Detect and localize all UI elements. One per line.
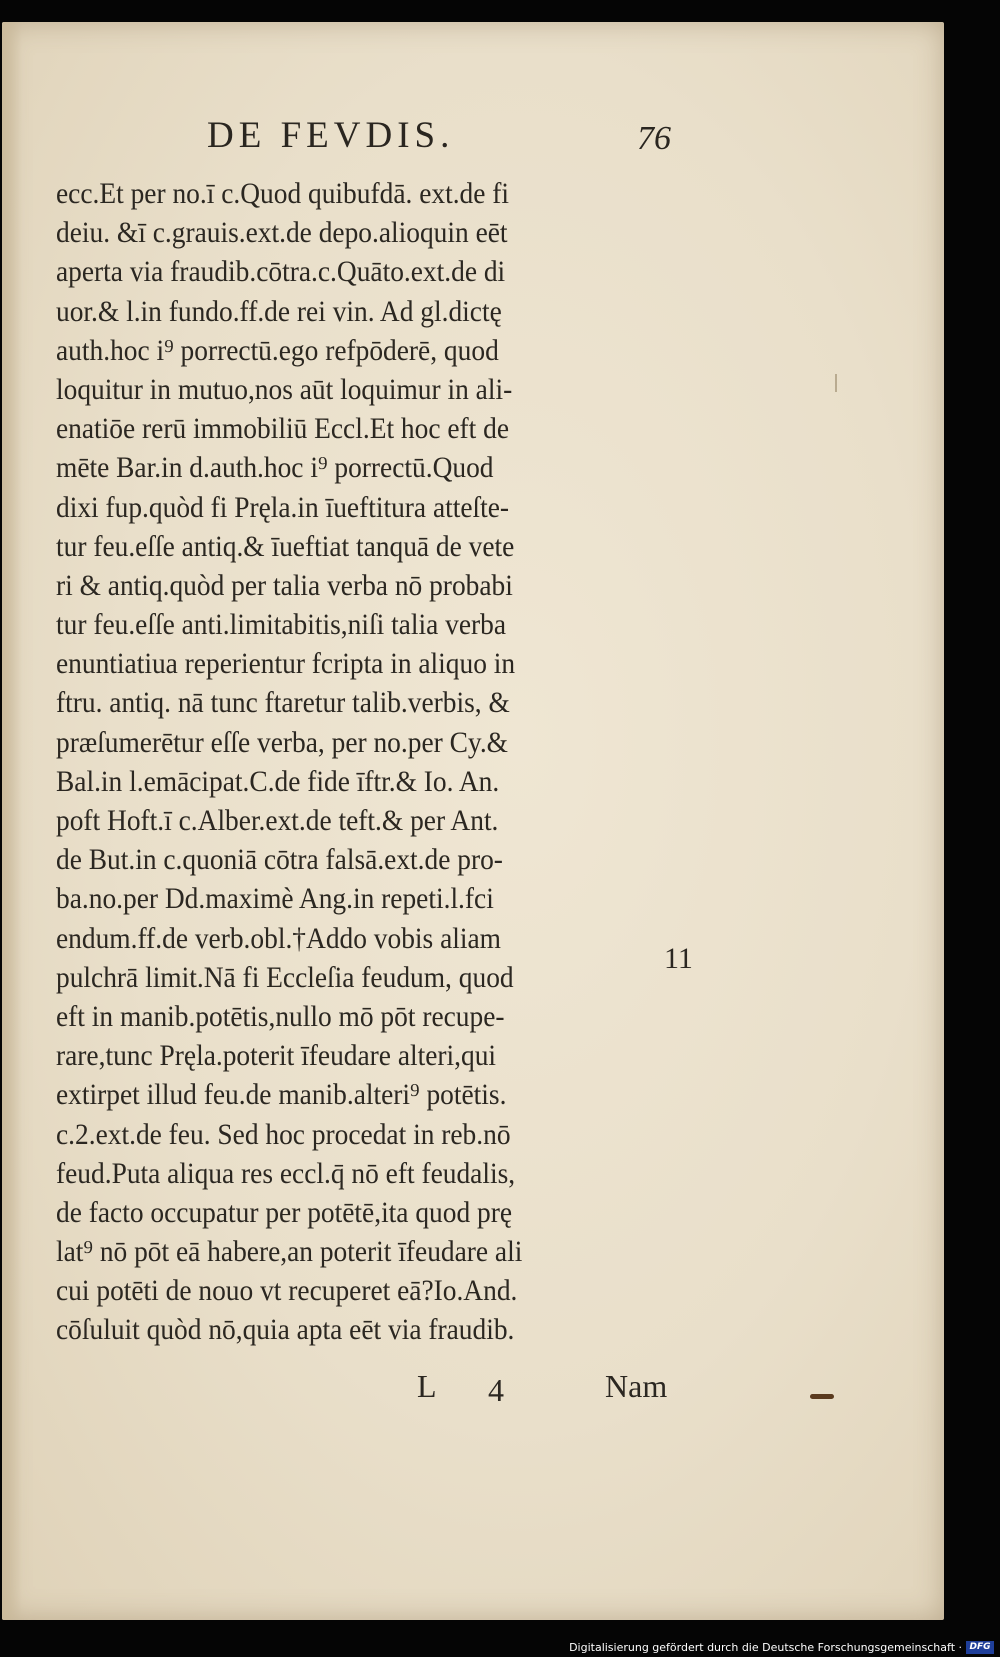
funding-credit: Digitalisierung gefördert durch die Deutsche Forschungsgemeinschaft ·	[569, 1641, 962, 1654]
text-line: Bal.in l.emācipat.C.de fide īftr.& Io. An.	[56, 764, 500, 798]
text-line: loquitur in mutuo,nos aūt loquimur in ali-	[56, 372, 513, 406]
text-line: rare,tunc Pręla.poterit īfeudare alteri,qui	[56, 1039, 497, 1073]
body-text	[56, 174, 696, 1350]
text-line: dixi fup.quòd fi Pręla.in īueftitura atteſte-	[56, 490, 510, 524]
catchword: Nam	[605, 1368, 668, 1404]
text-line: eft in manib.potētis,nullo mō pōt recupe-	[56, 999, 505, 1033]
marginal-note-number: 11	[664, 942, 693, 975]
margin-ink-mark	[810, 1394, 834, 1399]
text-line: tur feu.eſſe antiq.& īueftiat tanquā de vete	[56, 529, 515, 563]
text-line: deiu. &ī c.grauis.ext.de depo.alioquin eēt	[56, 216, 508, 250]
text-line: c.2.ext.de feu. Sed hoc procedat in reb.nō	[56, 1117, 511, 1151]
text-line: ecc.Et per no.ī c.Quod quibufdā. ext.de fi	[56, 177, 510, 210]
signature-number: 4	[488, 1372, 504, 1408]
text-line: mēte Bar.in d.auth.hoc i⁹ porrectū.Quod	[56, 451, 494, 485]
text-line: uor.& l.in fundo.ff.de rei vin. Ad gl.dictę	[56, 294, 502, 328]
page-edge-shadow	[2, 22, 22, 1620]
book-page	[2, 22, 944, 1620]
text-line: feud.Puta aliqua res eccl.q̄ nō eft feudalis,	[56, 1156, 516, 1190]
text-line: aperta via fraudib.cōtra.c.Quāto.ext.de di	[56, 255, 506, 289]
text-line: cui potēti de nouo vt recuperet eā?Io.And.	[56, 1274, 518, 1308]
text-line: enatiōe rerū immobiliū Eccl.Et hoc eft de	[56, 412, 510, 446]
text-line: pulchrā limit.Nā fi Eccleſia feudum, quod	[56, 960, 514, 994]
text-line: tur feu.eſſe anti.limitabitis,niſi talia verba	[56, 608, 507, 642]
text-line: enuntiatiua reperientur fcripta in aliquo in	[56, 647, 516, 681]
text-line: poft Hoft.ī c.Alber.ext.de teft.& per Ant.	[56, 804, 499, 837]
text-line: ri & antiq.quòd per talia verba nō probabi	[56, 568, 513, 602]
margin-tick-mark	[835, 374, 837, 392]
text-line: ba.no.per Dd.maximè Ang.in repeti.l.fci	[56, 882, 494, 916]
signature-mark: L	[417, 1368, 437, 1404]
dfg-logo-icon: DFG	[966, 1641, 994, 1654]
text-line: ftru. antiq. nā tunc ftaretur talib.verbis, &	[56, 686, 510, 720]
text-line: cōſuluit quòd nō,quia apta eēt via fraudib.	[56, 1313, 515, 1347]
page-number: 76	[637, 120, 671, 157]
text-line: de But.in c.quoniā cōtra falsā.ext.de pro-	[56, 843, 503, 877]
text-line: extirpet illud feu.de manib.alteri⁹ potētis.	[56, 1078, 507, 1112]
text-line: lat⁹ nō pōt eā habere,an poterit īfeudare ali	[56, 1235, 523, 1269]
text-line: de facto occupatur per potētē,ita quod prę	[56, 1195, 513, 1229]
text-line: auth.hoc i⁹ porrectū.ego refpōderē, quod	[56, 333, 499, 367]
running-head: DE FEVDIS.	[207, 115, 455, 156]
text-line: præſumerētur eſſe verba, per no.per Cy.&	[56, 725, 509, 759]
text-line: endum.ff.de verb.obl.†Addo vobis aliam	[56, 921, 501, 955]
